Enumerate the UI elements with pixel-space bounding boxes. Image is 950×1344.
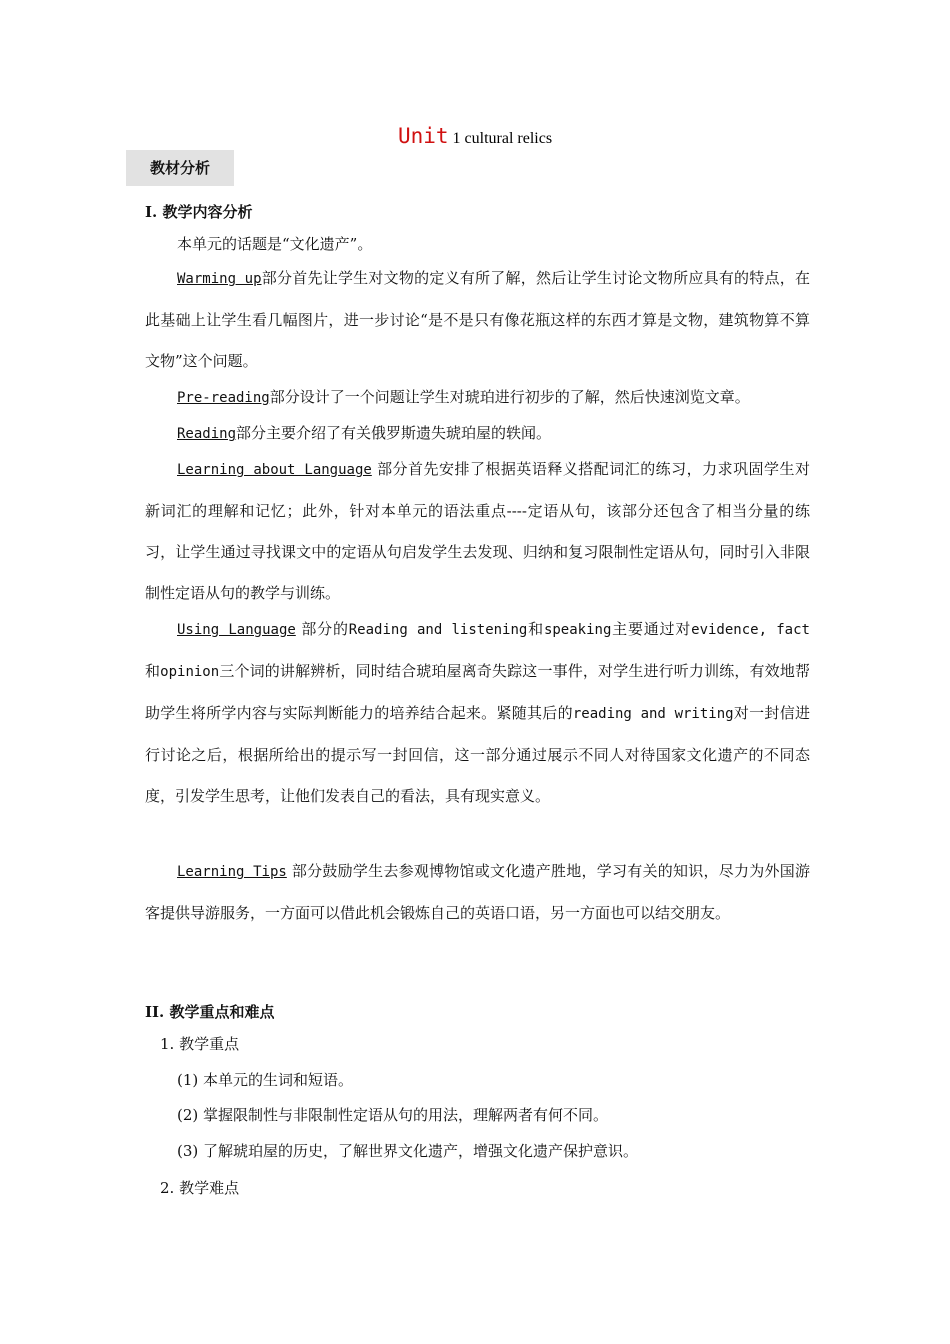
reading-and-listening-term: Reading and listening bbox=[348, 622, 528, 638]
reading-term: Reading bbox=[177, 426, 237, 442]
warming-up-term: Warming up bbox=[177, 271, 262, 287]
key-point-2: (2) 掌握限制性与非限制性定语从句的用法，理解两者有何不同。 bbox=[177, 1106, 609, 1124]
using-language-text-f: 对一封信进行讨论之后，根据所给出的提示写一封回信，这一部分通过展示不同人对待国家文化遗产的不同态度，引发学生思考，让他们发表自己的看法，具有现实意义。 bbox=[145, 704, 810, 805]
section-2-heading: II. 教学重点和难点 bbox=[145, 1003, 275, 1021]
reading-and-writing-term: reading and writing bbox=[572, 706, 734, 722]
intro-paragraph: 本单元的话题是“文化遗产”。 bbox=[177, 235, 373, 253]
key-points-heading: 1. 教学重点 bbox=[160, 1035, 240, 1053]
using-language-text-a: 部分的 bbox=[295, 620, 349, 638]
page-title bbox=[0, 124, 950, 148]
title-unit: Unit bbox=[397, 124, 449, 148]
warming-up-text: 部分首先让学生对文物的定义有所了解，然后让学生讨论文物所应具有的特点，在此基础上让学生看几幅图片，进一步讨论“是不是只有像花瓶这样的东西才算是文物，建筑物算不算文物”这个问题。 bbox=[145, 269, 810, 370]
section-1-heading: I. 教学内容分析 bbox=[145, 203, 253, 221]
learning-tips-term: Learning Tips bbox=[177, 864, 287, 880]
section-label: 教材分析 bbox=[126, 150, 234, 186]
using-language-text-d: 和 bbox=[145, 662, 161, 680]
key-point-3: (3) 了解琥珀屋的历史，了解世界文化遗产，增强文化遗产保护意识。 bbox=[177, 1142, 639, 1160]
using-language-paragraph bbox=[145, 609, 810, 817]
pre-reading-text: 部分设计了一个问题让学生对琥珀进行初步的了解，然后快速浏览文章。 bbox=[269, 388, 750, 406]
using-language-term: Using Language bbox=[177, 622, 296, 638]
learning-tips-paragraph bbox=[145, 851, 810, 934]
warming-up-paragraph bbox=[145, 258, 810, 382]
using-language-text-e: 三个词的讲解辨析，同时结合琥珀屋离奇失踪这一事件，对学生进行听力训练，有效地帮助学生将所学内容与实际判断能力的培养结合起来。紧随其后的 bbox=[145, 662, 810, 722]
reading-text: 部分主要介绍了有关俄罗斯遗失琥珀屋的轶闻。 bbox=[236, 424, 552, 442]
using-language-text-b: 和 bbox=[527, 620, 544, 638]
pre-reading-term: Pre-reading bbox=[177, 390, 270, 406]
key-point-1: (1) 本单元的生词和短语。 bbox=[177, 1071, 354, 1089]
learning-tips-text: 部分鼓励学生去参观博物馆或文化遗产胜地，学习有关的知识，尽力为外国游客提供导游服务，一方面可以借此机会锻炼自己的英语口语，另一方面也可以结交朋友。 bbox=[145, 862, 810, 922]
speaking-term: speaking bbox=[543, 622, 612, 638]
evidence-fact-term: evidence, fact bbox=[691, 622, 810, 638]
learning-about-language-paragraph bbox=[145, 449, 810, 614]
title-rest: 1 cultural relics bbox=[452, 130, 553, 147]
opinion-term: opinion bbox=[160, 664, 220, 680]
learning-about-language-term: Learning about Language bbox=[177, 462, 372, 478]
difficult-points-heading: 2. 教学难点 bbox=[160, 1179, 240, 1197]
learning-about-language-text: 部分首先安排了根据英语释义搭配词汇的练习，力求巩固学生对新词汇的理解和记忆；此外，针对本单元的语法重点----定语从句，该部分还包含了相当分量的练习，让学生通过寻找课文中的定语从句启发学生去发现、归纳和复习限制性定语从句，同时引入非限制性定语从句的教学与训练。 bbox=[145, 460, 810, 602]
using-language-text-c: 主要通过对 bbox=[611, 620, 692, 638]
